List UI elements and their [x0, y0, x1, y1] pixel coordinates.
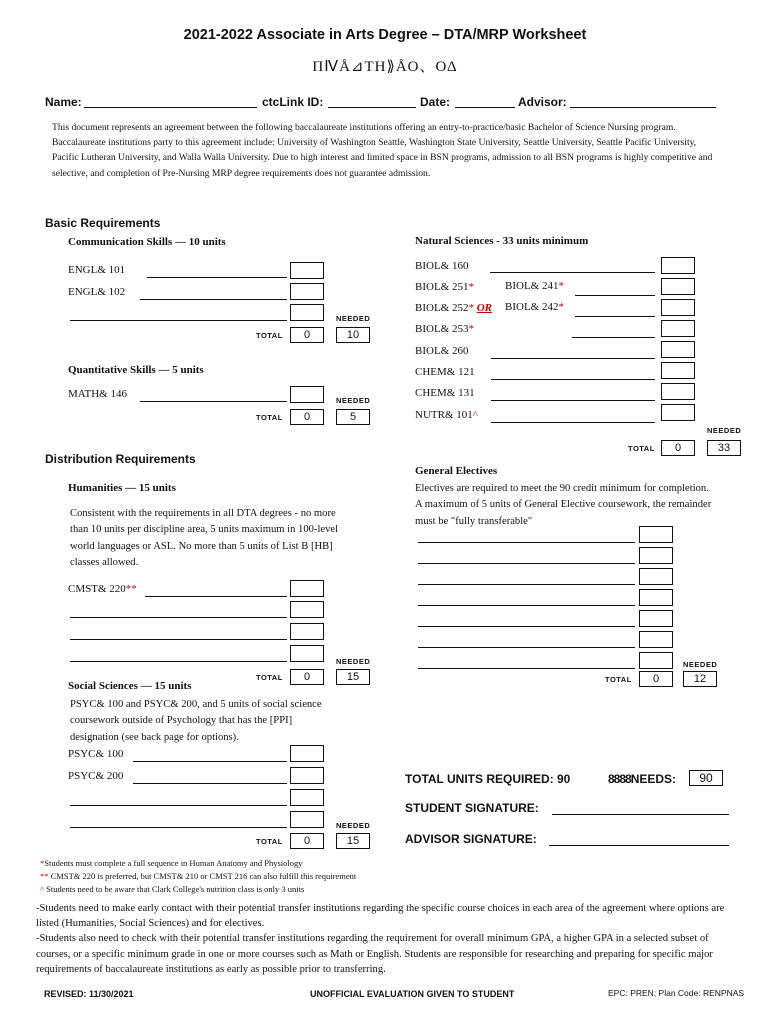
- elective-box-6[interactable]: [639, 631, 673, 648]
- quantitative-needed-label: NEEDED: [336, 396, 371, 405]
- elective-line-4[interactable]: [418, 605, 635, 606]
- course-biol251: BIOL& 251*: [415, 281, 474, 293]
- biol253-units-box[interactable]: [661, 320, 695, 337]
- date-field[interactable]: [455, 107, 515, 108]
- elective-line-1[interactable]: [418, 542, 635, 543]
- elective-line-6[interactable]: [418, 647, 635, 648]
- communication-total-label: TOTAL: [256, 331, 283, 340]
- psyc100-units-box[interactable]: [290, 745, 324, 762]
- course-nutr101: NUTR& 101^: [415, 409, 478, 421]
- footnote-3: ^ Students need to be aware that Clark College's nutrition class is only 3 units: [40, 884, 305, 894]
- natural-needed-label: NEEDED: [707, 426, 742, 435]
- unofficial-notice: UNOFFICIAL EVALUATION GIVEN TO STUDENT: [310, 989, 515, 999]
- humanities-line-4[interactable]: [70, 661, 287, 662]
- elective-box-2[interactable]: [639, 547, 673, 564]
- quantitative-needed-value: 5: [336, 409, 370, 425]
- quantitative-total-value: 0: [290, 409, 324, 425]
- electives-total-label: TOTAL: [605, 675, 632, 684]
- course-biol160: BIOL& 160: [415, 260, 469, 272]
- humanities-line-3[interactable]: [70, 639, 287, 640]
- footnote-2: ** CMST& 220 is preferred, but CMST& 210 or CMST 216 can also fulfill this requirement: [40, 871, 357, 881]
- page-subtitle: ПⅣÅ⊿ΤΗ⟫ÅΟ、ΟΔ: [312, 59, 458, 75]
- social-box-3[interactable]: [290, 789, 324, 806]
- nutr101-units-box[interactable]: [661, 404, 695, 421]
- psyc200-line[interactable]: [133, 783, 287, 784]
- chem121-units-box[interactable]: [661, 362, 695, 379]
- psyc100-line[interactable]: [133, 761, 287, 762]
- engl101-line[interactable]: [147, 277, 287, 278]
- course-cmst220: CMST& 220**: [68, 583, 137, 595]
- electives-needed-label: NEEDED: [683, 660, 718, 669]
- biol252-line[interactable]: [575, 316, 655, 317]
- transfer-note-2: -Students also need to check with their potential transfer institutions regarding the requirement for overall minimum GPA, a higher GPA in a selected subset of courses, or a specific minimum grade in one or more courses such as Math or English. Students are responsible for researching and preparing for specific major requirements of baccalaureate institutions as early as possible prior to transferring.: [36, 933, 713, 975]
- elective-line-5[interactable]: [418, 626, 635, 627]
- natural-sciences-heading: Natural Sciences - 33 units minimum: [415, 235, 589, 247]
- distribution-heading: Distribution Requirements: [45, 452, 196, 466]
- cmst220-line[interactable]: [145, 596, 287, 597]
- electives-heading: General Electives: [415, 465, 498, 477]
- communication-heading: Communication Skills — 10 units: [68, 236, 226, 248]
- course-chem121: CHEM& 121: [415, 366, 475, 378]
- biol160-line[interactable]: [490, 272, 655, 273]
- humanities-description: Consistent with the requirements in all DTA degrees - no more than 10 units per discipline area, 5 units maximum in 100-level world languages or ASL. No more than 5 units of List B [HB] classes allowed.: [70, 508, 339, 568]
- engl101-units-box[interactable]: [290, 262, 324, 279]
- chem131-units-box[interactable]: [661, 383, 695, 400]
- humanities-box-2[interactable]: [290, 601, 324, 618]
- biol253-line[interactable]: [572, 337, 655, 338]
- natural-total-value: 0: [661, 440, 695, 456]
- elective-line-3[interactable]: [418, 584, 635, 585]
- course-biol260: BIOL& 260: [415, 345, 469, 357]
- student-signature-field[interactable]: [552, 814, 729, 815]
- chem121-line[interactable]: [491, 379, 655, 380]
- psyc200-units-box[interactable]: [290, 767, 324, 784]
- elective-line-2[interactable]: [418, 563, 635, 564]
- page-title: 2021-2022 Associate in Arts Degree – DTA/MRP Worksheet: [183, 27, 587, 43]
- humanities-box-3[interactable]: [290, 623, 324, 640]
- social-heading: Social Sciences — 15 units: [68, 680, 192, 692]
- name-field[interactable]: [84, 107, 257, 108]
- humanities-total-value: 0: [290, 669, 324, 685]
- course-biol252: BIOL& 252* OR: [415, 302, 493, 314]
- ctclink-field[interactable]: [328, 107, 416, 108]
- math146-line[interactable]: [140, 401, 287, 402]
- biol251-line[interactable]: [575, 295, 655, 296]
- transfer-note-1: -Students need to make early contact with their potential transfer institutions regarding the specific course choices in each area of the agreement where options are listed (Humanities, Social Sciences) and for electives.: [36, 903, 725, 930]
- humanities-total-label: TOTAL: [256, 673, 283, 682]
- communication-total-value: 0: [290, 327, 324, 343]
- plan-code: EPC: PREN; Plan Code: RENPNAS: [608, 988, 745, 998]
- advisor-label: Advisor:: [518, 95, 567, 109]
- social-line-4[interactable]: [70, 827, 287, 828]
- social-line-3[interactable]: [70, 805, 287, 806]
- biol252-units-box[interactable]: [661, 299, 695, 316]
- biol260-line[interactable]: [491, 358, 655, 359]
- basic-requirements-heading: Basic Requirements: [45, 216, 161, 230]
- natural-total-label: TOTAL: [628, 444, 655, 453]
- student-signature-label: STUDENT SIGNATURE:: [405, 801, 539, 815]
- needs-label: 8888NEEDS:: [608, 772, 677, 786]
- communication-needed-value: 10: [336, 327, 370, 343]
- course-biol253: BIOL& 253*: [415, 323, 474, 335]
- social-description: PSYC& 100 and PSYC& 200, and 5 units of social science coursework outside of Psychology that has the [PPI] designation (see back page for options).: [70, 699, 322, 743]
- elective-box-3[interactable]: [639, 568, 673, 585]
- advisor-field[interactable]: [570, 107, 716, 108]
- humanities-line-2[interactable]: [70, 617, 287, 618]
- quantitative-heading: Quantitative Skills — 5 units: [68, 364, 204, 376]
- footnotes: [40, 857, 460, 896]
- revised-date: REVISED: 11/30/2021: [44, 989, 134, 999]
- social-total-label: TOTAL: [256, 837, 283, 846]
- or-label: OR: [476, 302, 493, 314]
- nutr101-line[interactable]: [491, 422, 655, 423]
- communication-extra-line[interactable]: [70, 320, 287, 321]
- needs-overprint: 8888: [608, 772, 631, 786]
- communication-extra-box[interactable]: [290, 304, 324, 321]
- total-units-required: TOTAL UNITS REQUIRED: 90: [405, 772, 571, 786]
- social-needed-label: NEEDED: [336, 821, 371, 830]
- needs-value: 90: [689, 770, 723, 786]
- communication-needed-label: NEEDED: [336, 314, 371, 323]
- humanities-needed-value: 15: [336, 669, 370, 685]
- social-needed-value: 15: [336, 833, 370, 849]
- elective-box-1[interactable]: [639, 526, 673, 543]
- natural-needed-value: 33: [707, 440, 741, 456]
- humanities-heading: Humanities — 15 units: [68, 482, 176, 494]
- course-engl102: ENGL& 102: [68, 286, 126, 298]
- course-chem131: CHEM& 131: [415, 387, 475, 399]
- course-biol241: BIOL& 241*: [505, 280, 564, 292]
- biol260-units-box[interactable]: [661, 341, 695, 358]
- ctclink-label: ctcLink ID:: [262, 95, 324, 109]
- cmst220-units-box[interactable]: [290, 580, 324, 597]
- transfer-notes: [36, 901, 736, 977]
- course-biol242: BIOL& 242*: [505, 301, 564, 313]
- humanities-needed-label: NEEDED: [336, 657, 371, 666]
- biol160-units-box[interactable]: [661, 257, 695, 274]
- quantitative-total-label: TOTAL: [256, 413, 283, 422]
- electives-needed-value: 12: [683, 671, 717, 687]
- elective-box-7[interactable]: [639, 652, 673, 669]
- social-total-value: 0: [290, 833, 324, 849]
- engl102-line[interactable]: [140, 299, 287, 300]
- course-math146: MATH& 146: [68, 388, 127, 400]
- chem131-line[interactable]: [491, 400, 655, 401]
- course-psyc200: PSYC& 200: [68, 770, 124, 782]
- date-label: Date:: [420, 95, 451, 109]
- elective-box-4[interactable]: [639, 589, 673, 606]
- electives-total-value: 0: [639, 671, 673, 687]
- social-box-4[interactable]: [290, 811, 324, 828]
- intro-paragraph: This document represents an agreement between the following baccalaureate institutions offering an entry-to-practice/basic Bachelor of Science Nursing program. Baccalaureate institutions party to this agreement include: University of Washington Seattle, Washington State University, Seattle University, Seattle Pacific University, Pacific Lutheran University, and Walla Walla University. Due to high interest and limited space in BSN programs, admission to all BSN programs is highly competitive and selective, and completion of Pre-Nursing MRP degree requirements does not guarantee admission.: [52, 122, 713, 179]
- engl102-units-box[interactable]: [290, 283, 324, 300]
- math146-units-box[interactable]: [290, 386, 324, 403]
- humanities-box-4[interactable]: [290, 645, 324, 662]
- course-psyc100: PSYC& 100: [68, 748, 124, 760]
- course-engl101: ENGL& 101: [68, 264, 126, 276]
- advisor-signature-field[interactable]: [549, 845, 729, 846]
- biol251-units-box[interactable]: [661, 278, 695, 295]
- name-label: Name:: [45, 95, 82, 109]
- electives-description: Electives are required to meet the 90 credit minimum for completion. A maximum of 5 units of General Elective coursework, the remainder must be "fully transferable": [415, 483, 712, 527]
- footnote-1: *Students must complete a full sequence in Human Anatomy and Physiology: [40, 858, 303, 868]
- elective-box-5[interactable]: [639, 610, 673, 627]
- elective-line-7[interactable]: [418, 668, 635, 669]
- advisor-signature-label: ADVISOR SIGNATURE:: [405, 832, 537, 846]
